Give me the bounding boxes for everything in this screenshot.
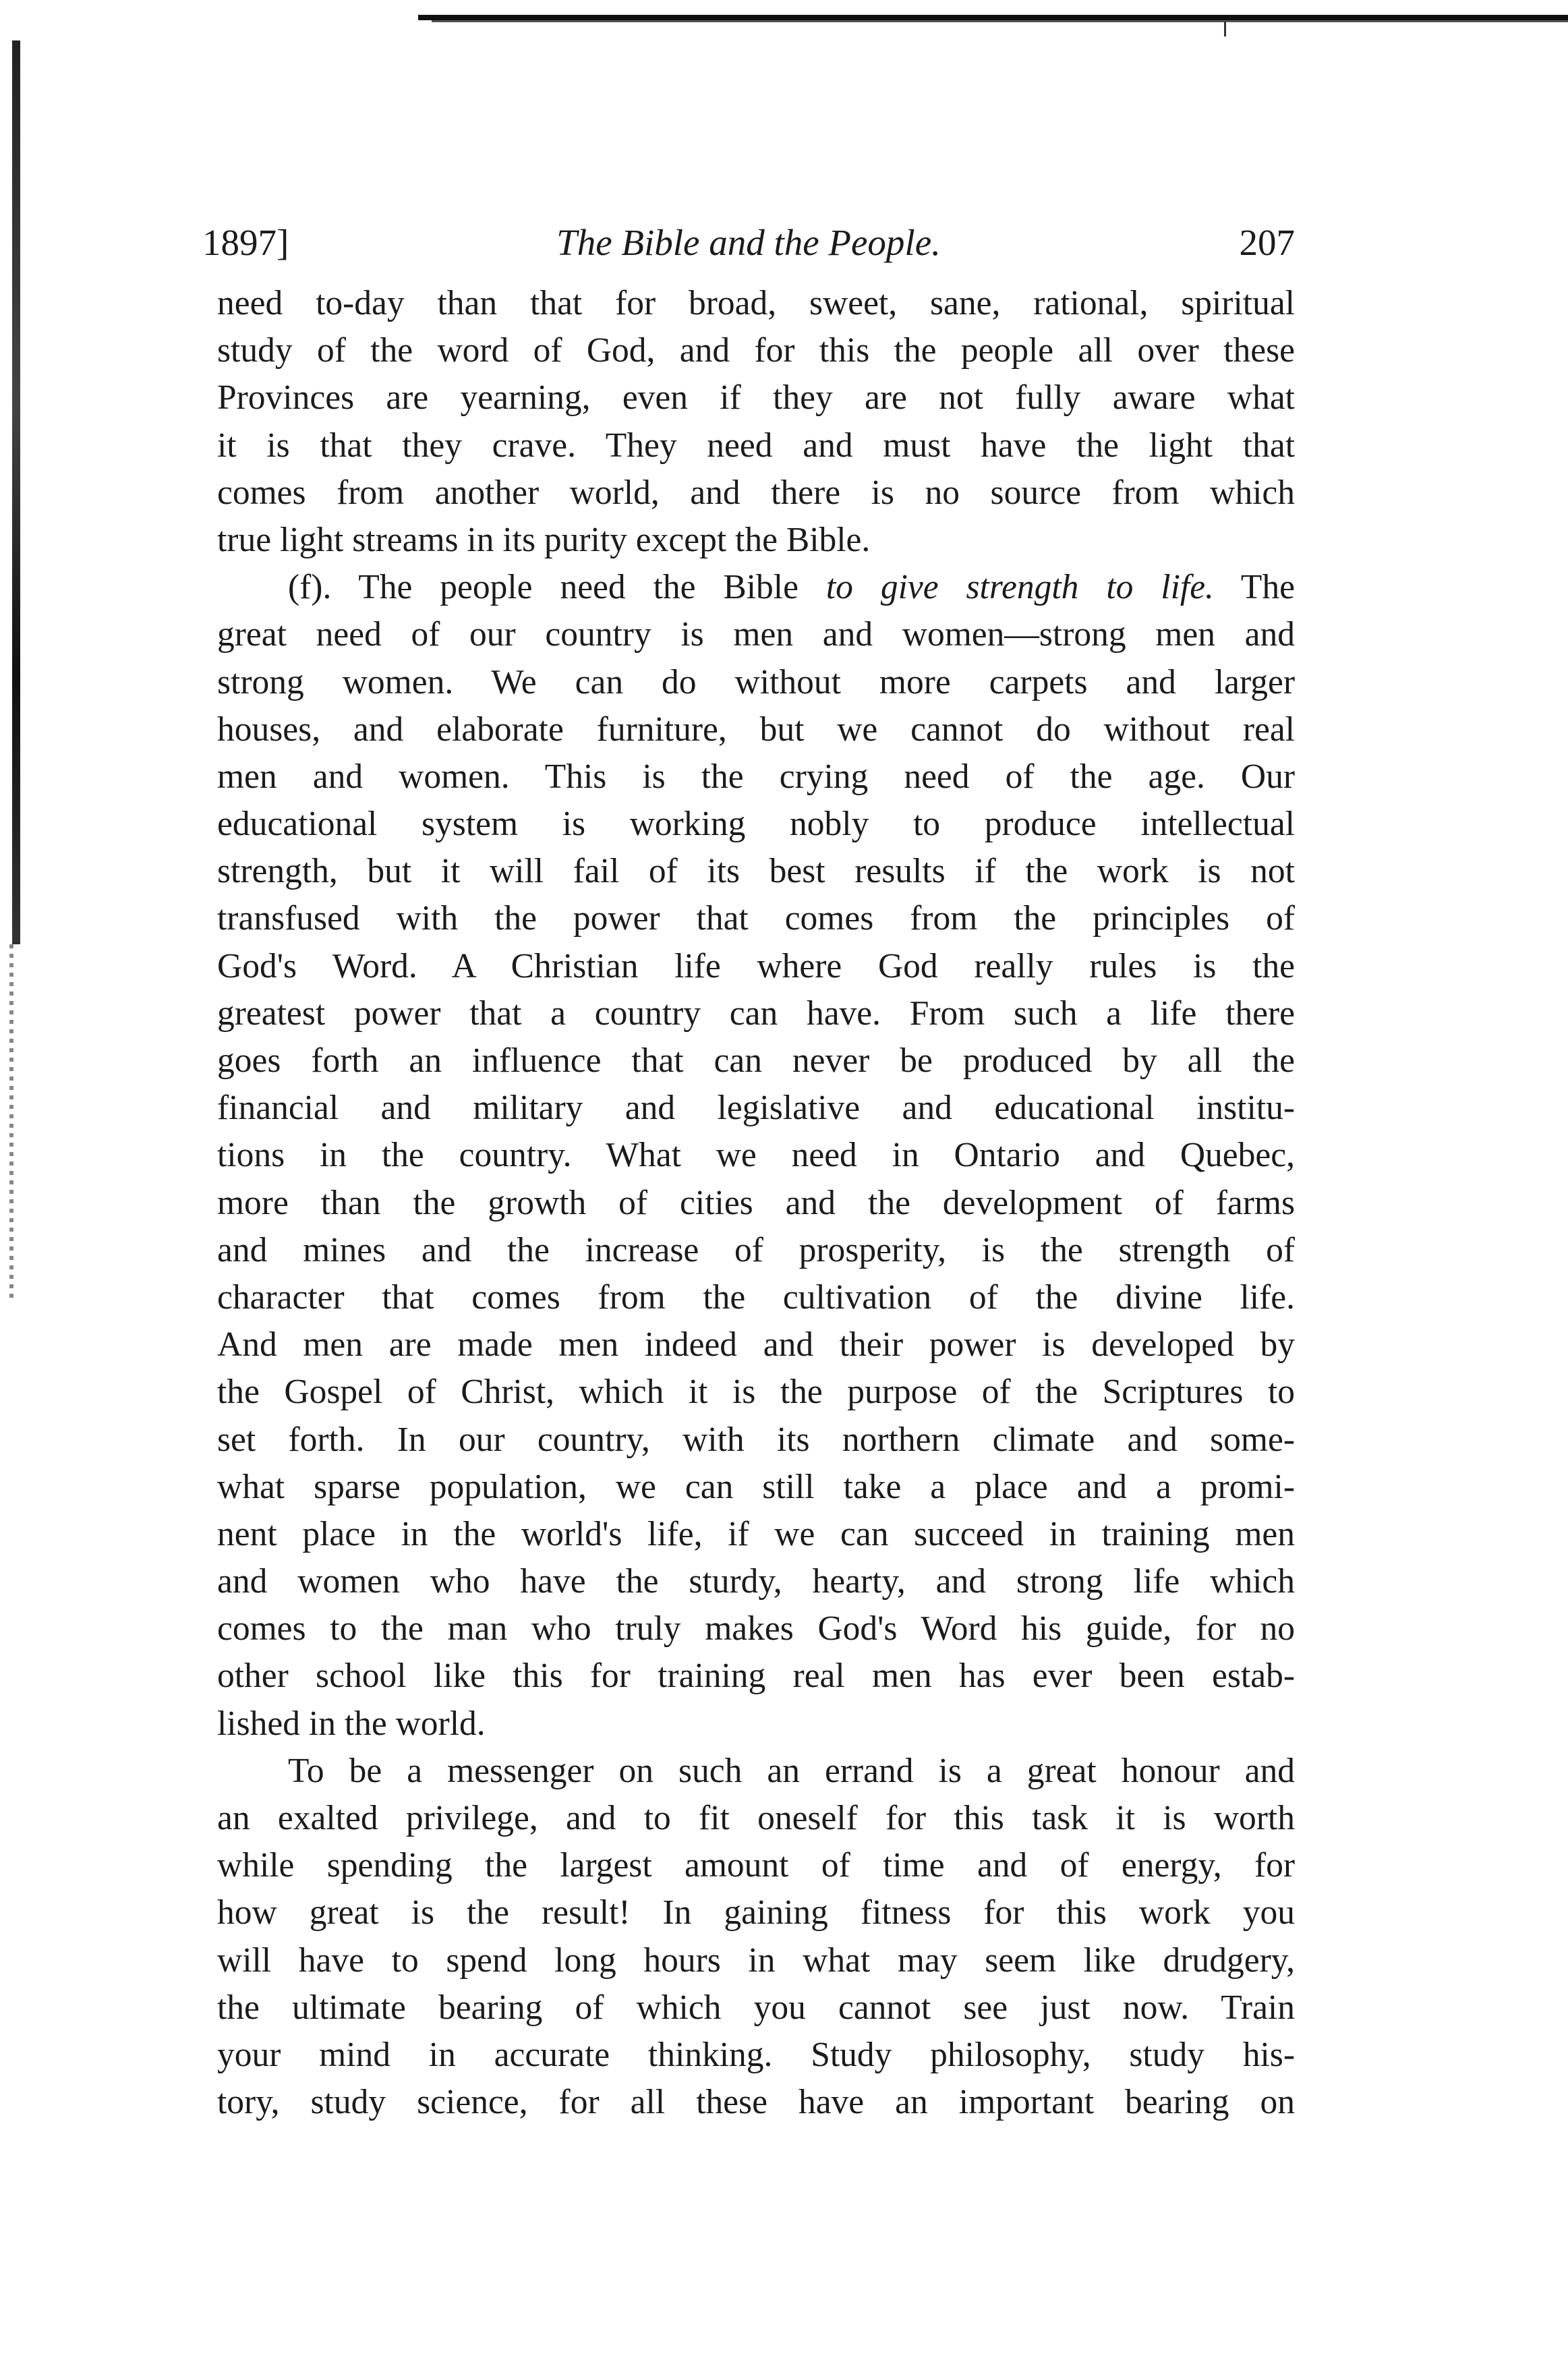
text-line: an exalted privilege, and to fit oneself for this task it is worth (217, 1799, 1295, 1837)
text-line: educational system is working nobly to produce intellectual (217, 805, 1295, 844)
text-line: houses, and elaborate furniture, but we cannot do without real (217, 710, 1295, 749)
scan-top-rule-thin (432, 20, 1568, 22)
text-line: it is that they crave. They need and must have the light that (217, 426, 1295, 465)
scan-top-rule (418, 15, 1568, 20)
scan-fleck (1224, 22, 1226, 36)
text-line: what sparse population, we can still take a place and a promi- (217, 1467, 1295, 1506)
italic-phrase: to give strength to life. (825, 568, 1214, 607)
text-line: greatest power that a country can have. From such a life there (217, 994, 1295, 1033)
scan-left-edge-faint (9, 944, 13, 1302)
text-line: nent place in the world's life, if we can succeed in training men (217, 1514, 1295, 1553)
text-line: and women who have the sturdy, hearty, and strong life which (217, 1562, 1295, 1601)
text-line: comes from another world, and there is no source from which (217, 473, 1295, 512)
text-line: financial and military and legislative and educational institu- (217, 1089, 1295, 1128)
text-line: while spending the largest amount of time and of energy, for (217, 1846, 1295, 1885)
text-line: need to-day than that for broad, sweet, sane, rational, spiritual (217, 284, 1295, 322)
text-run: (f). The people need the Bible (288, 568, 798, 607)
page-number: 207 (1239, 222, 1295, 263)
text-line: your mind in accurate thinking. Study philosophy, study his- (217, 2035, 1295, 2074)
text-line: tory, study science, for all these have an important bearing on (217, 2083, 1295, 2122)
text-line: character that comes from the cultivation of the divine life. (217, 1278, 1295, 1317)
text-line: strength, but it will fail of its best results if the work is not (217, 852, 1295, 891)
body-text (217, 280, 1295, 2126)
text-line: other school like this for training real men has ever been estab- (217, 1657, 1295, 1696)
text-line: comes to the man who truly makes God's Word his guide, for no (217, 1609, 1295, 1648)
text-line: men and women. This is the crying need of the age. Our (217, 757, 1295, 796)
text-line: set forth. In our country, with its northern climate and some- (217, 1420, 1295, 1459)
text-line: strong women. We can do without more carpets and larger (217, 662, 1295, 701)
text-line: will have to spend long hours in what may seem like drudgery, (217, 1941, 1295, 1980)
text-line: To be a messenger on such an errand is a great honour and (288, 1751, 1295, 1790)
text-line: true light streams in its purity except the Bible. (217, 520, 871, 559)
text-line: the Gospel of Christ, which it is the purpose of the Scriptures to (217, 1373, 1295, 1412)
text-line: how great is the result! In gaining fitness for this work you (217, 1893, 1295, 1932)
text-run: The (1240, 568, 1295, 607)
text-line: study of the word of God, and for this the people all over these (217, 331, 1295, 370)
text-line: God's Word. A Christian life where God really rules is the (217, 946, 1295, 985)
text-line: more than the growth of cities and the development of farms (217, 1183, 1295, 1222)
scan-left-edge (12, 40, 20, 944)
text-line: Provinces are yearning, even if they are not fully aware what (217, 378, 1295, 418)
text-line: and mines and the increase of prosperity, is the strength of (217, 1230, 1295, 1269)
text-line: great need of our country is men and women—strong men and (217, 615, 1295, 654)
text-line: transfused with the power that comes from the principles of (217, 899, 1295, 938)
running-header (202, 216, 1295, 270)
header-title: The Bible and the People. (556, 222, 941, 263)
header-year: 1897] (202, 222, 289, 263)
paragraph-f-first-line (217, 564, 1295, 611)
text-line: goes forth an influence that can never be produced by all the (217, 1041, 1295, 1080)
text-line: tions in the country. What we need in Ontario and Quebec, (217, 1136, 1295, 1175)
text-line: the ultimate bearing of which you cannot see just now. Train (217, 1988, 1295, 2027)
text-line: lished in the world. (217, 1704, 486, 1743)
text-line: And men are made men indeed and their power is developed by (217, 1325, 1295, 1365)
